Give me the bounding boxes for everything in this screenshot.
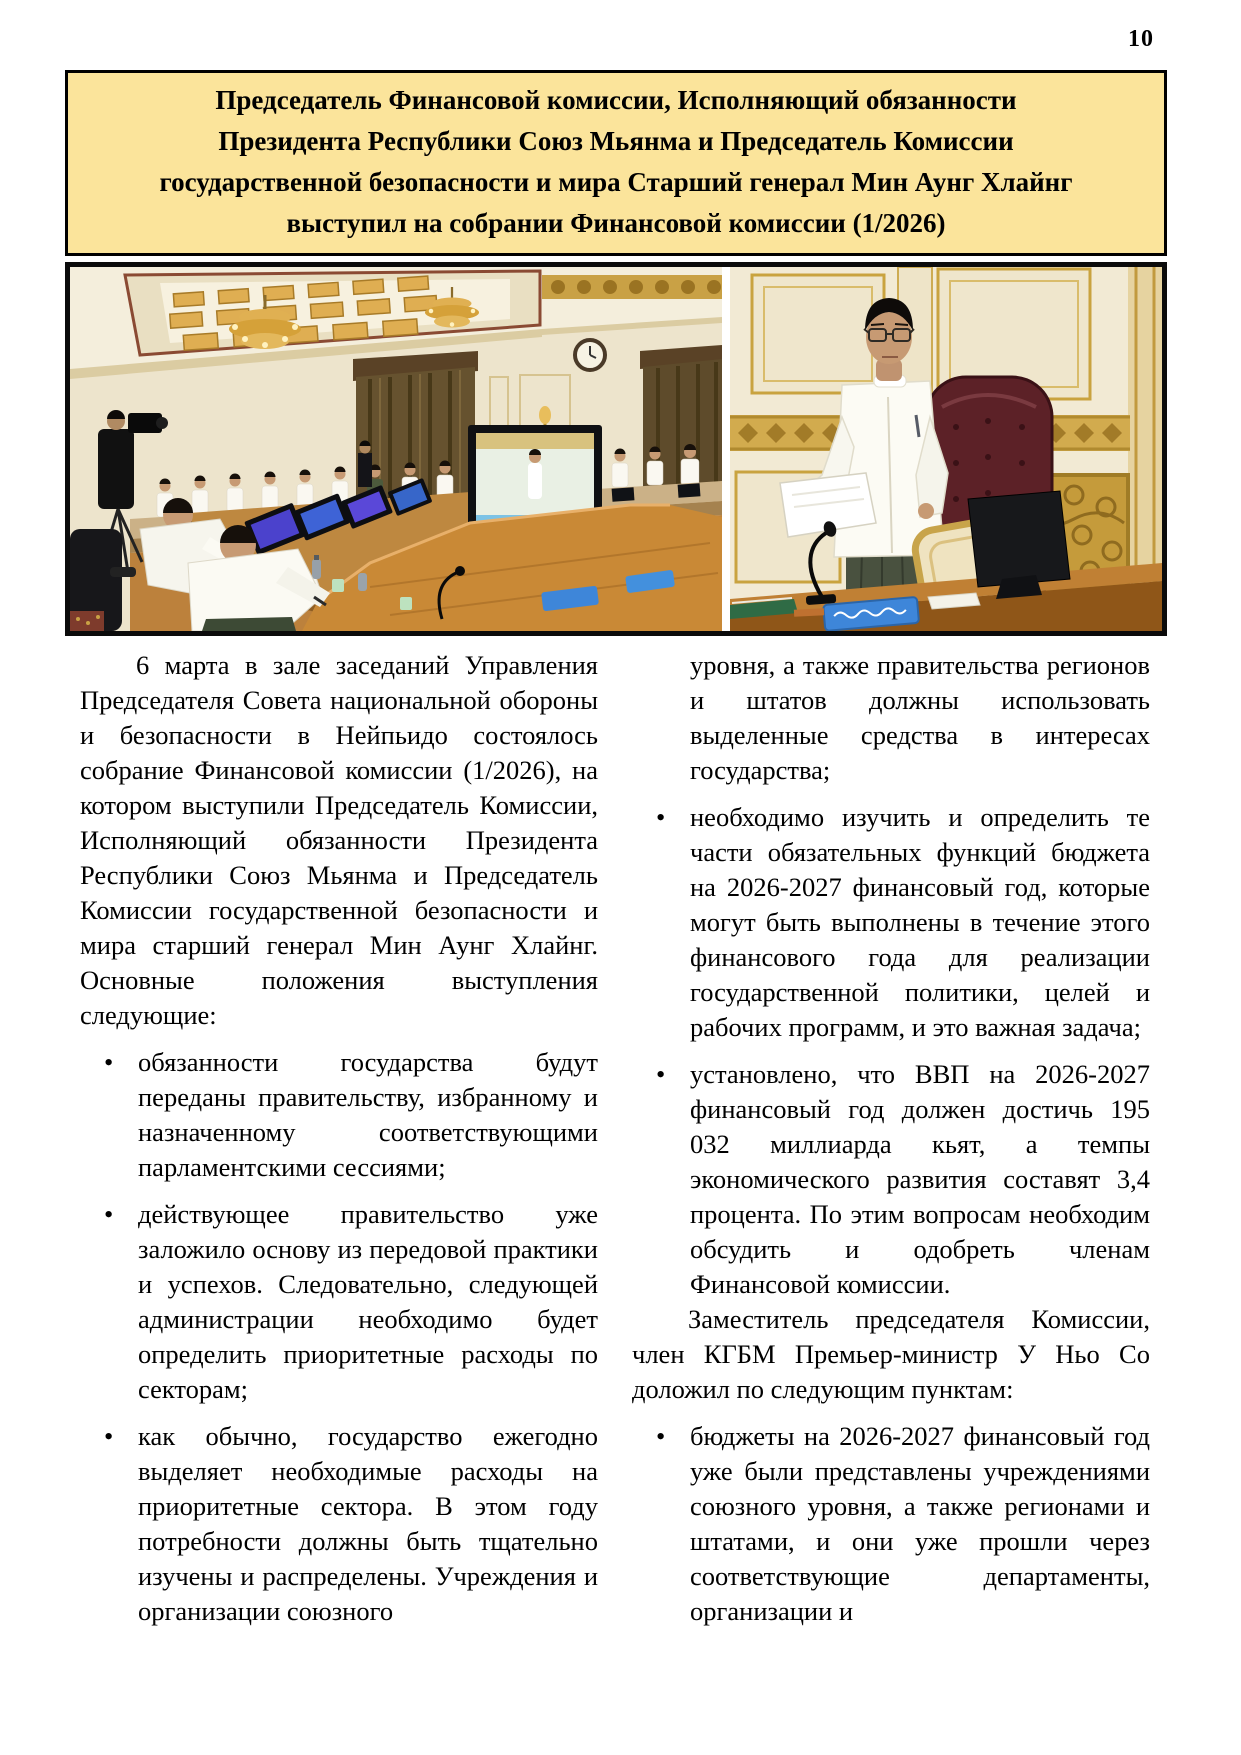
bullet-marker: • — [656, 1059, 666, 1089]
bullet-marker: • — [104, 1047, 114, 1077]
bullet-marker: • — [104, 1421, 114, 1451]
photo-divider — [722, 267, 730, 631]
bullet-continuation — [632, 648, 1150, 788]
bullet-text: установлено, что ВВП на 2026-2027 финансовый год должен достичь 195 032 миллиарда кьят, а темпы экономического развития составят 3,4 процента. По этим вопросам необходим обсудить и одобреть членам Финансовой комиссии. — [690, 1059, 1150, 1299]
paragraph — [632, 1302, 1150, 1407]
paragraph-text: 6 марта в зале заседаний Управления Председателя Совета национальной обороны и безопасности в Нейпьидо состоялось собрание Финансовой комиссии (1/2026), на котором выступили Председатель Комиссии, Исполняющий обязанности Президента Республики Союз Мьянма и Председатель Комиссии государственной безопасности и мира старший генерал Мин Аунг Хлайнг. Основные положения выступления следующие: — [80, 650, 598, 1030]
list-item — [632, 1419, 1150, 1629]
bullet-text: обязанности государства будут переданы правительству, избранному и назначенному соответствующими парламентскими сессиями; — [138, 1047, 598, 1182]
left-column — [80, 648, 598, 1629]
article-body — [80, 648, 1150, 1629]
meeting-room-photo — [70, 267, 722, 631]
photo-figure — [65, 262, 1167, 636]
paragraph — [80, 648, 598, 1033]
list-item — [80, 1197, 598, 1407]
speaker-photo — [730, 267, 1162, 631]
bullet-marker: • — [656, 802, 666, 832]
title-line: Президента Республики Союз Мьянма и Председатель Комиссии — [218, 126, 1014, 156]
bullet-text: действующее правительство уже заложило основу из передовой практики и успехов. Следовательно, следующей администрации необходимо будет определить приоритетные расходы по секторам; — [138, 1199, 598, 1404]
bullet-marker: • — [104, 1199, 114, 1229]
title-line: государственной безопасности и мира Старший генерал Мин Аунг Хлайнг — [159, 167, 1073, 197]
title-line: выступил на собрании Финансовой комиссии (1/2026) — [286, 208, 946, 238]
bullet-marker: • — [656, 1421, 666, 1451]
title-box — [65, 70, 1167, 256]
bullet-text: необходимо изучить и определить те части обязательных функций бюджета на 2026-2027 финансовый год, которые могут быть выполнены в течение этого финансового года для реализации государственной политики, целей и рабочих программ, и это важная задача; — [690, 802, 1150, 1042]
list-item — [80, 1045, 598, 1185]
bullet-text: уровня, а также правительства регионов и штатов должны использовать выделенные средства в интересах государства; — [690, 650, 1150, 785]
right-column — [632, 648, 1150, 1629]
bullet-text: как обычно, государство ежегодно выделяет необходимые расходы на приоритетные сектора. В этом году потребности должны быть тщательно изучены и распределены. Учреждения и организации союзного — [138, 1421, 598, 1626]
carpet — [70, 611, 104, 631]
title-line: Председатель Финансовой комиссии, Исполняющий обязанности — [215, 85, 1017, 115]
paragraph-text: Заместитель председателя Комиссии, член КГБМ Премьер-министр У Ньо Со доложил по следующим пунктам: — [632, 1304, 1150, 1404]
list-item — [632, 800, 1150, 1045]
list-item — [632, 1057, 1150, 1302]
wall-clock-icon — [575, 340, 605, 370]
bullet-text: бюджеты на 2026-2027 финансовый год уже были представлены учреждениями союзного уровня, а также регионами и штатами, и они уже прошли через соответствующие департаменты, организации и — [690, 1421, 1150, 1626]
list-item — [80, 1419, 598, 1629]
page-number: 10 — [1128, 26, 1154, 52]
